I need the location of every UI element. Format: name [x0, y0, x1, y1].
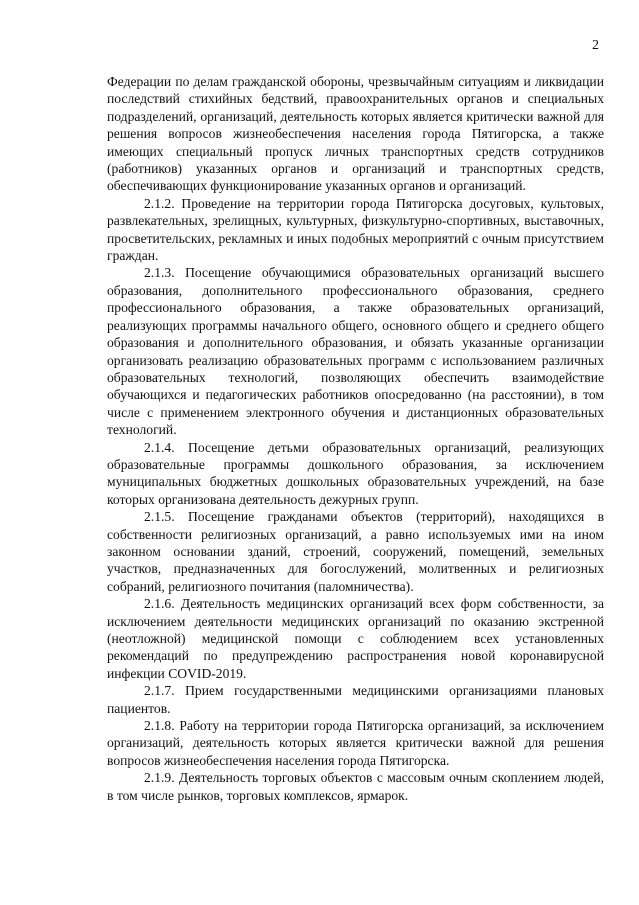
paragraph-2-1-6: 2.1.6. Деятельность медицинских организаций всех форм собственности, за исключением деятельности медицинских организаций по оказанию экстренной (неотложной) медицинской помощи с соблюдением всех установленных рекомендаций по предупреждению распространения новой коронавирусной инфекции COVID-2019.: [107, 596, 604, 681]
page-number: 2: [592, 38, 599, 53]
paragraph-2-1-4: 2.1.4. Посещение детьми образовательных организаций, реализующих образовательные программы дошкольного образования, за исключением муниципальных бюджетных дошкольных образовательных учреждений, на базе которых организована деятельность дежурных групп.: [107, 439, 604, 507]
paragraph-2-1-5: 2.1.5. Посещение гражданами объектов (территорий), находящихся в собственности религиозных организаций, а равно используемых ими на ином законном основании зданий, строений, сооружений, помещений, земельных участков, предназначенных для богослужений, молитвенных и религиозных собраний, религиозного почитания (паломничества).: [107, 509, 604, 594]
paragraph-2-1-7: 2.1.7. Прием государственными медицинскими организациями плановых пациентов.: [107, 683, 604, 716]
paragraph-2-1-9: 2.1.9. Деятельность торговых объектов с массовым очным скоплением людей, в том числе рынков, торговых комплексов, ярмарок.: [107, 770, 604, 803]
paragraph-2-1-8: 2.1.8. Работу на территории города Пятигорска организаций, за исключением организаций, деятельность которых является критически важной для решения вопросов жизнеобеспечения населения города Пятигорска.: [107, 718, 604, 768]
paragraph-2-1-3: 2.1.3. Посещение обучающимися образовательных организаций высшего образования, дополнительного профессионального образования, среднего профессионального образования, а также образовательных организаций, реализующих программы начального общего, основного общего и среднего общего образования и дополнительного образования, и обязать указанные организации организовать реализацию образовательных программ с использованием различных образовательных технологий, позволяющих обеспечить взаимодействие обучающихся и педагогических работников опосредованно (на расстоянии), в том числе с применением электронного обучения и дистанционных образовательных технологий.: [107, 265, 604, 438]
paragraph-2-1-2: 2.1.2. Проведение на территории города Пятигорска досуговых, культовых, развлекательных, зрелищных, культурных, физкультурно-спортивных, выставочных, просветительских, рекламных и иных подобных мероприятий с очным присутствием граждан.: [107, 195, 604, 264]
document-body: [107, 73, 604, 804]
paragraph-continuation: Федерации по делам гражданской обороны, чрезвычайным ситуациям и ликвидации последствий стихийных бедствий, правоохранительных органов и специальных подразделений, организаций, деятельность которых является критически важной для решения вопросов жизнеобеспечения населения города Пятигорска, а также имеющих специальный пропуск личных транспортных средств сотрудников (работников) указанных органов и организаций и транспортных средств, обеспечивающих функционирование указанных органов и организаций.: [107, 74, 604, 194]
